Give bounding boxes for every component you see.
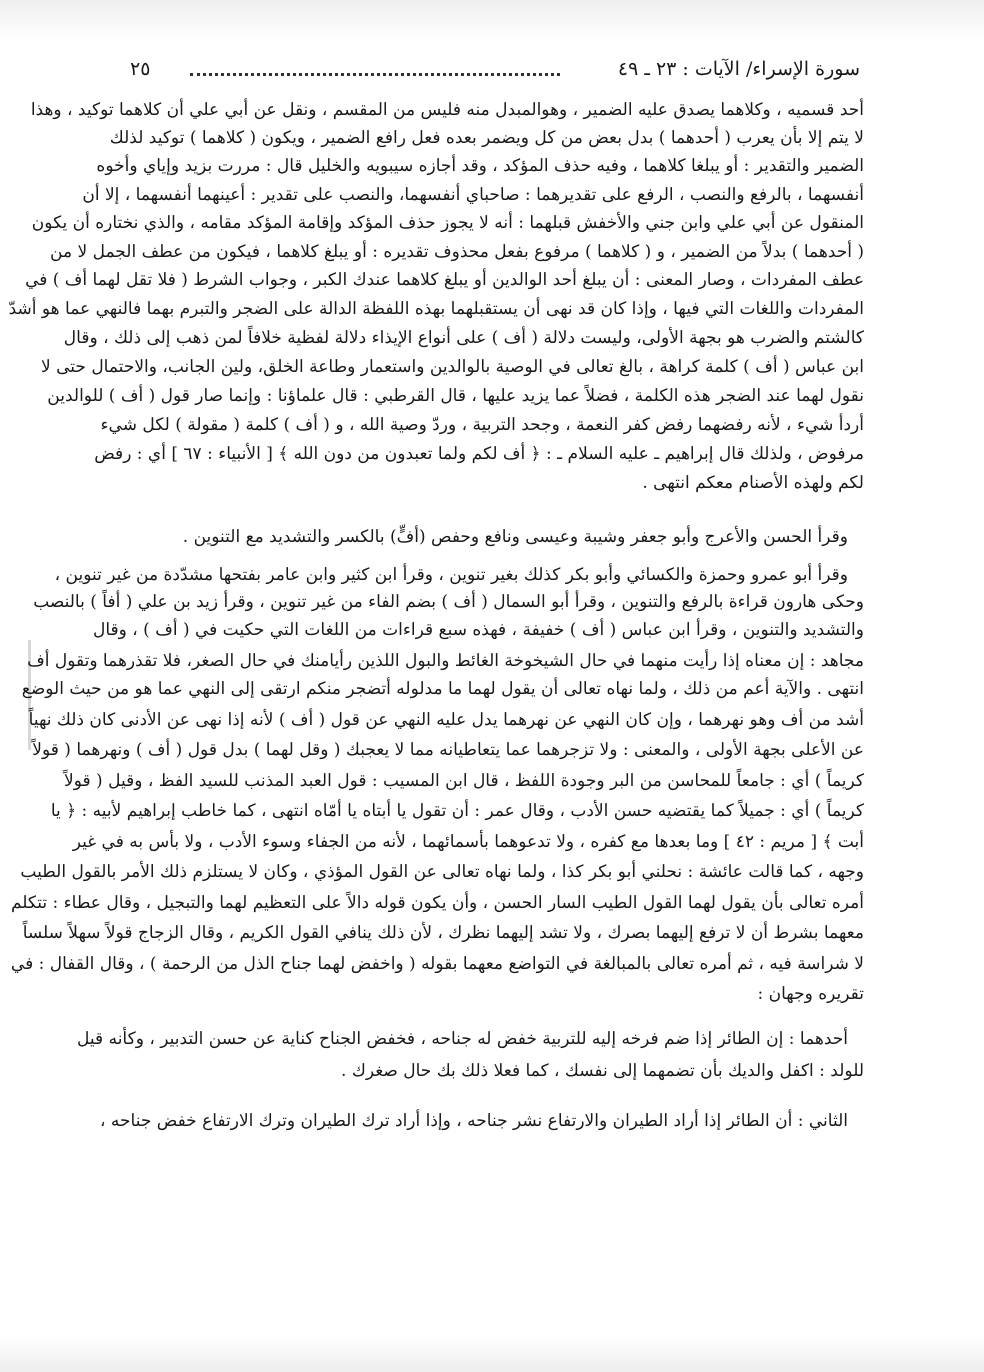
text-line: وجهه ، كما قالت عائشة : نحلني أبو بكر كذا ، ولما نهاه تعالى عن القول المؤذي ، وكان لا يستلزم ذلك الأمر بالقول الطيب (20, 862, 864, 882)
text-line: أحدهما : إن الطائر إذا ضم فرخه إليه للتربية خفض له جناحه ، فخفض الجناح كناية عن حسن التدبير ، وكأنه قيل (77, 1029, 848, 1049)
text-line: لا يتم إلا بأن يعرب ( أحدهما ) بدل بعض من كل ويضمر بعده فعل رافع الضمير ، ويكون ( كلاهما ) توكيد لذلك (109, 128, 864, 148)
text-line: نقول لهما عند الضجر هذه الكلمة ، فضلاً عما يزيد عليها ، قال القرطبي : قال علماؤنا : وإنما صار قول ( أف ) للوالدين (47, 386, 864, 406)
text-line: كريماً ) أي : جميلاً كما يقتضيه حسن الأدب ، وقال عمر : أن تقول يا أبتاه يا أمّاه انتهى ، كما خاطب إبراهيم لأبيه : ﴿ يا (50, 801, 864, 821)
text-line: أردأ شيء ، لأنه رفضهما رفض كفر النعمة ، وجحد التربية ، وردّ وصية الله ، و ( أف ) كلمة ( مقولة ) لكل شيء (100, 415, 864, 435)
text-line: عطف المفردات ، وصار المعنى : أن يبلغ أحد الوالدين أو يبلغ كلاهما عندك الكبر ، وجواب الشرط ( فلا تقل لهما أف ) في (25, 270, 864, 290)
text-line: لا شراسة فيه ، ثم أمره تعالى بالمبالغة في التواضع معهما بقوله ( واخفض لهما جناح الذل من الرحمة ) ، وقال القفال : في (10, 954, 864, 974)
header-leader-dots (190, 73, 560, 76)
text-line: وقرأ الحسن والأعرج وأبو جعفر وشيبة وعيسى ونافع وحفص (أفٍّ) بالكسر والتشديد مع التنوين . (182, 527, 848, 547)
text-line: وحكى هارون قراءة بالرفع والتنوين ، وقرأ أبو السمال ( أف ) بضم الفاء من غير تنوين ، وقرأ زيد بن علي ( أفاً ) بالنصب (33, 592, 864, 612)
scan-margin-top (0, 0, 984, 40)
text-line: عن الأعلى بجهة الأولى ، والمعنى : ولا تزجرهما عما يتعاطيانه مما لا يعجبك ( وقل لهما ) بدل قول ( أف ) ونهرهما ( قولاً (32, 740, 864, 760)
text-line: أنفسهما ، بالرفع والنصب ، الرفع على تقديرهما : صاحباي أنفسهما، والنصب على تقدير : أعينهما أنفسهما ، إلا أن (82, 185, 864, 205)
text-line: والتشديد والتنوين ، وقرأ ابن عباس ( أف ) خفيفة ، فهذه سبع قراءات من اللغات التي حكيت في ( أف ) ، وقال (93, 620, 864, 640)
text-line: معهما بشرط أن لا ترفع إليهما بصرك ، ولا تشد إليهما نظرك ، لأن ذلك ينافي القول الكريم ، وقال الزجاج قولاً سهلاً سلساً (22, 923, 864, 943)
text-line: أحد قسميه ، وكلاهما يصدق عليه الضمير ، وهوالمبدل منه فليس من المقسم ، ونقل عن أبي علي أن كلاهما توكيد ، وهذا (30, 100, 864, 120)
text-line: أمره تعالى بأن يقول لهما القول الطيب السار الحسن ، وأن يكون قوله دالاً على التعظيم لهما والتبجيل ، وقال عطاء : تتكلم (10, 893, 864, 913)
text-line: للولد : اكفل والديك بأن تضمهما إلى نفسك ، كما فعلا ذلك بك حال صغرك . (341, 1061, 864, 1081)
text-line: مجاهد : إن معناه إذا رأيت منهما في حال الشيخوخة الغائط والبول اللذين رأيامنك في حال الصغر، فلا تقذرهما وتقول أف (27, 651, 864, 671)
text-line: كريماً ) أي : جامعاً للمحاسن من البر وجودة اللفظ ، قال ابن المسيب : قول العبد المذنب للسيد الفظ ، وقيل ( قولاً (64, 771, 864, 791)
page-number: ٢٥ (130, 58, 151, 80)
text-line: أشد من أف وهو نهرهما ، وإن كان النهي عن نهرهما يدل عليه النهي عن قول ( أف ) لأنه إذا نهى عن الأدنى كان ذلك نهياً (28, 710, 864, 730)
text-line: الثاني : أن الطائر إذا أراد الطيران والارتفاع نشر جناحه ، وإذا أراد ترك الطيران وترك الارتفاع خفض جناحه ، (100, 1111, 848, 1131)
text-line: المنقول عن أبي علي وابن جني والأخفش قبلهما : أنه لا يجوز حذف المؤكد وإقامة المؤكد مقامه ، والذي نختاره أن يكون (31, 213, 864, 233)
scan-margin-bottom (0, 1336, 984, 1372)
running-header (130, 58, 860, 92)
text-line: ( أحدهما ) بدلاً من الضمير ، و ( كلاهما ) مرفوع بفعل محذوف تقديره : أو يبلغ كلاهما ، فيكون من عطف الجمل لا من (50, 242, 864, 262)
text-line: وقرأ أبو عمرو وحمزة والكسائي وأبو بكر كذلك بغير تنوين ، وقرأ ابن كثير وابن عامر بفتحها مشدّدة من غير تنوين ، (54, 565, 848, 585)
text-line: الضمير والتقدير : أو يبلغا كلاهما ، وفيه حذف المؤكد ، وقد أجازه سيبويه والخليل قال : مررت بزيد وإياي وأخوه (96, 156, 864, 176)
text-line: كالشتم والضرب هو بجهة الأولى، وليست دلالة ( أف ) على أنواع الإيذاء دلالة لفظية خلافاً لمن ذهب إلى ذلك ، وقال (63, 328, 864, 348)
text-line: انتهى . والآية أعم من ذلك ، ولما نهاه تعالى أن يقول لهما ما مدلوله أتضجر منكم ارتقى إلى النهي عما هو من حيث الوضع (21, 679, 864, 699)
text-line: لكم ولهذه الأصنام معكم انتهى . (642, 473, 864, 493)
text-line: ابن عباس ( أف ) كلمة كراهة ، بالغ تعالى في الوصية بالوالدين واستعمار وطاعة الخلق، ولين الجانب، والاحتمال حتى لا (41, 357, 864, 377)
text-line: تقريره وجهان : (757, 984, 864, 1004)
text-line: المفردات واللغات التي فيها ، وإذا كان قد نهى أن يستقبلهما بهذه اللفظة الدالة على الضجر والتبرم بهما فالنهي عما هو أشدّ (8, 299, 864, 319)
text-line: أبت ﴾ [ مريم : ٤٢ ] وما بعدها مع كفره ، ولا تدعوهما بأسمائهما ، لأنه من الجفاء وسوء الأدب ، ولا بأس به في غير (72, 832, 864, 852)
running-header-title: سورة الإسراء/ الآيات : ٢٣ ـ ٤٩ (617, 58, 860, 80)
text-line: مرفوض ، ولذلك قال إبراهيم ـ عليه السلام ـ : ﴿ أف لكم ولما تعبدون من دون الله ﴾ [ الأنبياء : ٦٧ ] أي : رفض (94, 444, 864, 464)
